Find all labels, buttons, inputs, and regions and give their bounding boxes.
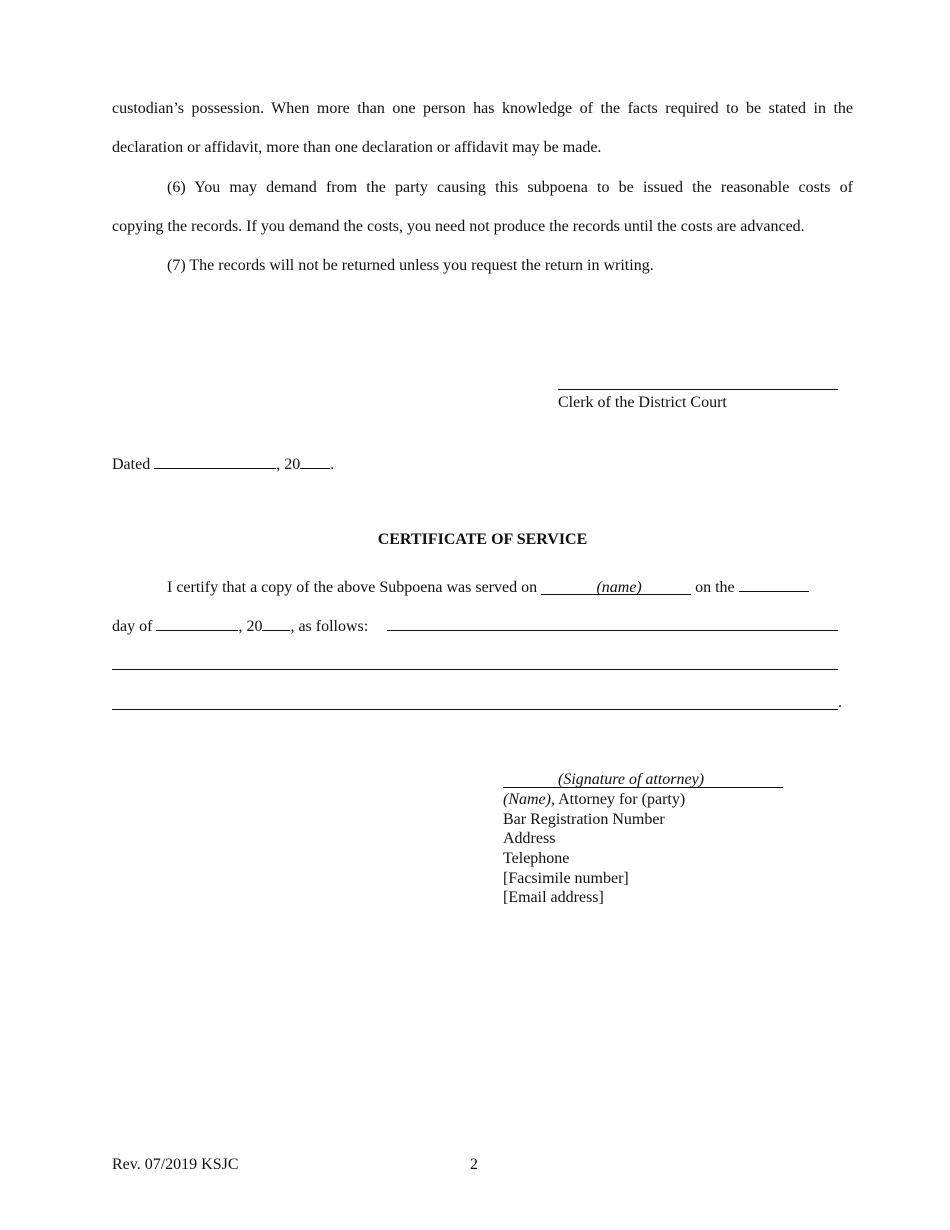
served-name-placeholder: (name)	[596, 579, 642, 596]
service-details-line-1[interactable]	[112, 669, 838, 670]
certificate-line-1-mid: on the	[691, 579, 739, 596]
dated-line	[112, 452, 334, 474]
service-details-period: .	[838, 694, 842, 711]
attorney-facsimile: [Facsimile number]	[503, 870, 629, 887]
attorney-for-party: Attorney for (party)	[554, 791, 686, 808]
certificate-line-2	[112, 614, 368, 636]
attorney-email: [Email address]	[503, 889, 604, 906]
service-details-line-2[interactable]	[112, 709, 838, 710]
dated-date-blank[interactable]	[154, 452, 276, 469]
served-day-blank[interactable]	[739, 575, 809, 592]
served-month-blank[interactable]	[156, 614, 238, 631]
paragraph-5-line-2: declaration or affidavit, more than one declaration or affidavit may be made.	[112, 139, 602, 156]
bar-registration-number: Bar Registration Number	[503, 811, 665, 828]
certificate-line-2-mid: , 20	[238, 618, 263, 635]
paragraph-6-line-1: (6) You may demand from the party causing this subpoena to be issued the reasonable costs of	[167, 179, 853, 196]
paragraph-7: (7) The records will not be returned unless you request the return in writing.	[167, 257, 654, 274]
certificate-line-2-suffix: , as follows:	[290, 618, 369, 635]
paragraph-5-line-1: custodian’s possession. When more than one person has knowledge of the facts required to be stated in the	[112, 100, 853, 117]
dated-suffix: .	[330, 456, 335, 473]
as-follows-line[interactable]	[387, 630, 838, 631]
attorney-telephone: Telephone	[503, 850, 570, 867]
attorney-name: (Name),	[503, 791, 555, 808]
paragraph-6-line-2: copying the records. If you demand the costs, you need not produce the records until the costs are advanced.	[112, 218, 805, 235]
footer-revision: Rev. 07/2019 KSJC	[112, 1156, 239, 1173]
attorney-signature-placeholder: (Signature of attorney)	[558, 771, 705, 788]
certificate-title: CERTIFICATE OF SERVICE	[377, 531, 588, 548]
clerk-signature-line	[558, 389, 838, 390]
attorney-address: Address	[503, 830, 556, 847]
certificate-line-2-prefix: day of	[112, 618, 157, 635]
certificate-line-1	[167, 575, 809, 597]
served-year-blank[interactable]	[262, 614, 290, 631]
dated-year-blank[interactable]	[300, 452, 330, 469]
served-name-blank[interactable]	[541, 578, 691, 595]
dated-prefix: Dated	[112, 456, 155, 473]
certificate-line-1-prefix: I certify that a copy of the above Subpoena was served on	[167, 579, 542, 596]
attorney-name-line	[503, 790, 685, 809]
clerk-label: Clerk of the District Court	[558, 394, 727, 411]
dated-mid: , 20	[276, 456, 301, 473]
footer-page-number: 2	[470, 1156, 478, 1173]
